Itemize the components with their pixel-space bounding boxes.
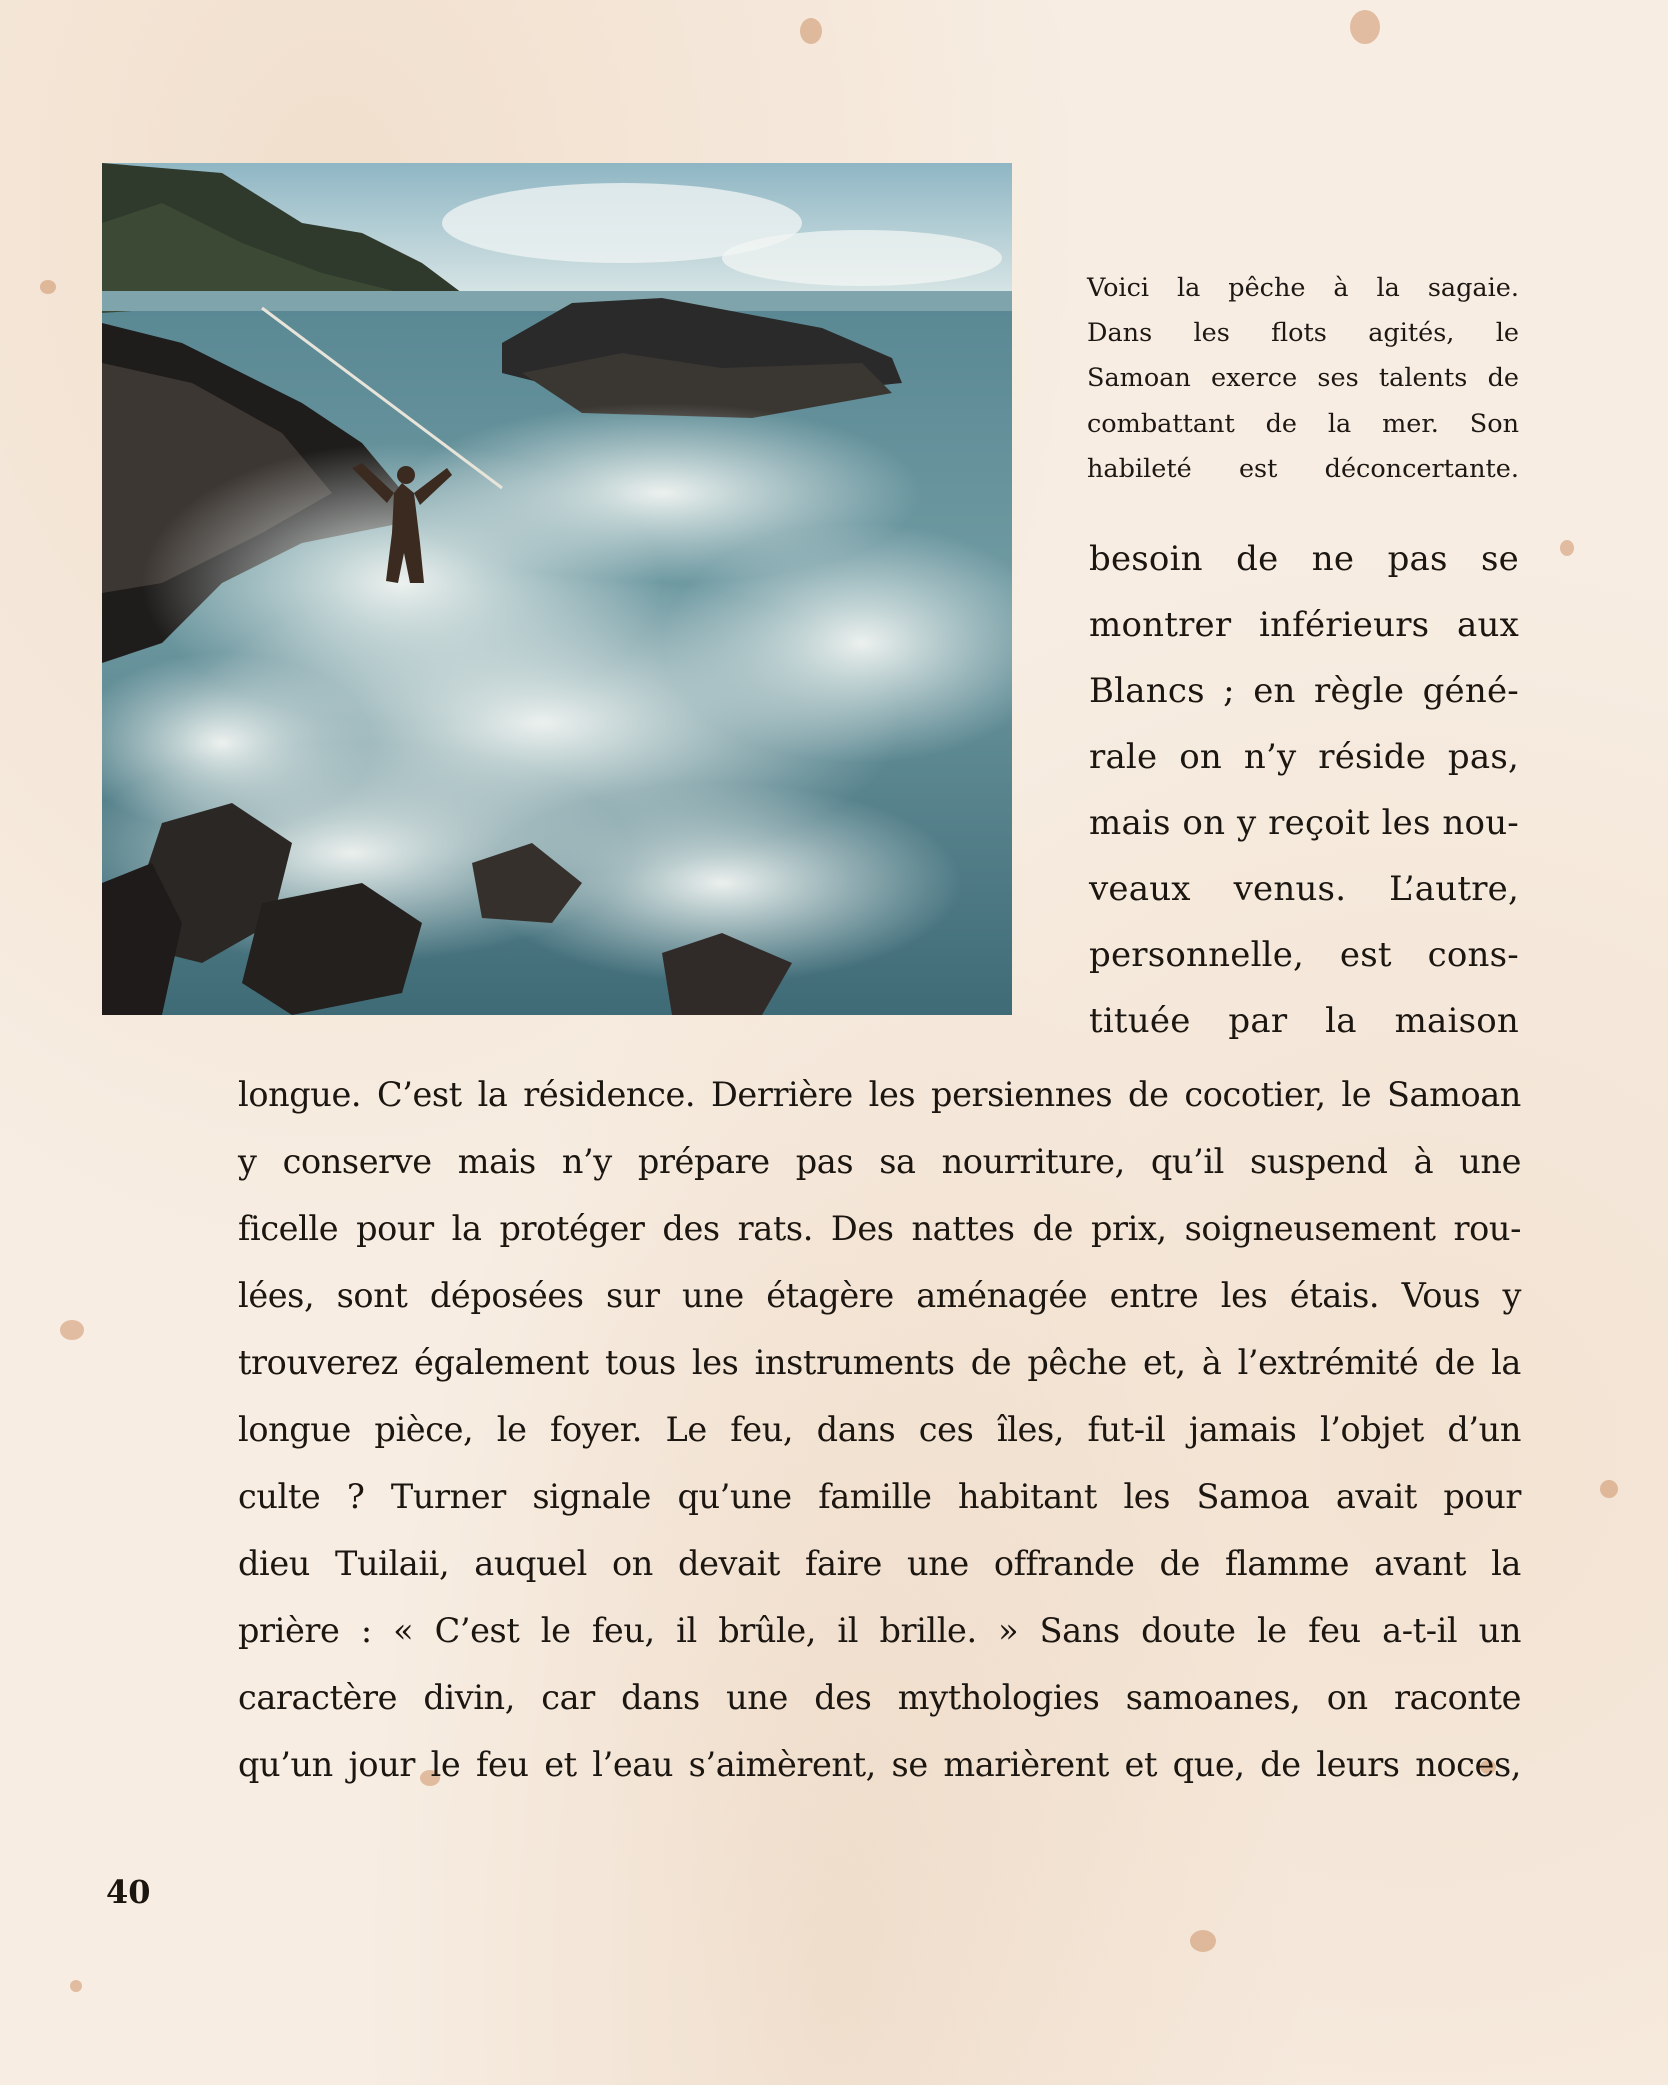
foxing-spot xyxy=(1560,540,1574,556)
foxing-spot xyxy=(60,1320,84,1340)
caption-line: combattant de la mer. Son xyxy=(1087,408,1519,439)
caption-line: habileté est déconcertante. xyxy=(1087,453,1519,484)
foxing-spot xyxy=(1190,1930,1216,1952)
body-line: y conserve mais n’y prépare pas sa nourriture, qu’il suspend à une xyxy=(238,1142,1521,1181)
body-line: montrer inférieurs aux xyxy=(1089,605,1519,645)
caption-line: Samoan exerce ses talents de xyxy=(1087,363,1519,394)
body-line: rale on n’y réside pas, xyxy=(1089,737,1519,777)
body-line: culte ? Turner signale qu’une famille habitant les Samoa avait pour xyxy=(238,1477,1521,1516)
body-line: caractère divin, car dans une des mythologies samoanes, on raconte xyxy=(238,1678,1521,1717)
body-line: Blancs ; en règle géné- xyxy=(1089,671,1519,711)
foxing-spot xyxy=(1350,10,1380,44)
body-line: longue. C’est la résidence. Derrière les persiennes de cocotier, le Samoan xyxy=(238,1075,1521,1114)
body-line: prière : « C’est le feu, il brûle, il brille. » Sans doute le feu a-t-il un xyxy=(238,1611,1521,1650)
body-line: trouverez également tous les instruments de pêche et, à l’extrémité de la xyxy=(238,1343,1521,1382)
caption-line: Voici la pêche à la sagaie. xyxy=(1087,273,1519,303)
photo-illustration xyxy=(102,163,1012,1015)
body-line: veaux venus. L’autre, xyxy=(1089,869,1519,909)
foxing-spot xyxy=(40,280,56,294)
photo-caption xyxy=(1087,266,1519,492)
body-line: qu’un jour le feu et l’eau s’aimèrent, se marièrent et que, de leurs noces, xyxy=(238,1745,1521,1784)
body-line: longue pièce, le foyer. Le feu, dans ces îles, fut-il jamais l’objet d’un xyxy=(238,1410,1521,1449)
page-number: 40 xyxy=(106,1873,151,1911)
body-line: ficelle pour la protéger des rats. Des nattes de prix, soigneusement rou- xyxy=(238,1209,1521,1248)
body-line: personnelle, est cons- xyxy=(1089,935,1519,975)
foxing-spot xyxy=(800,18,822,44)
body-line: tituée par la maison xyxy=(1089,1001,1519,1041)
foxing-spot xyxy=(70,1980,82,1992)
body-line: lées, sont déposées sur une étagère aménagée entre les étais. Vous y xyxy=(238,1276,1521,1315)
body-line: mais on y reçoit les nou- xyxy=(1089,803,1519,843)
caption-line: Dans les flots agités, le xyxy=(1087,318,1519,349)
foxing-spot xyxy=(1600,1480,1618,1498)
body-line: besoin de ne pas se xyxy=(1089,539,1519,579)
body-line: dieu Tuilaii, auquel on devait faire une offrande de flamme avant la xyxy=(238,1544,1521,1583)
spear-fishing-photo xyxy=(102,163,1012,1015)
